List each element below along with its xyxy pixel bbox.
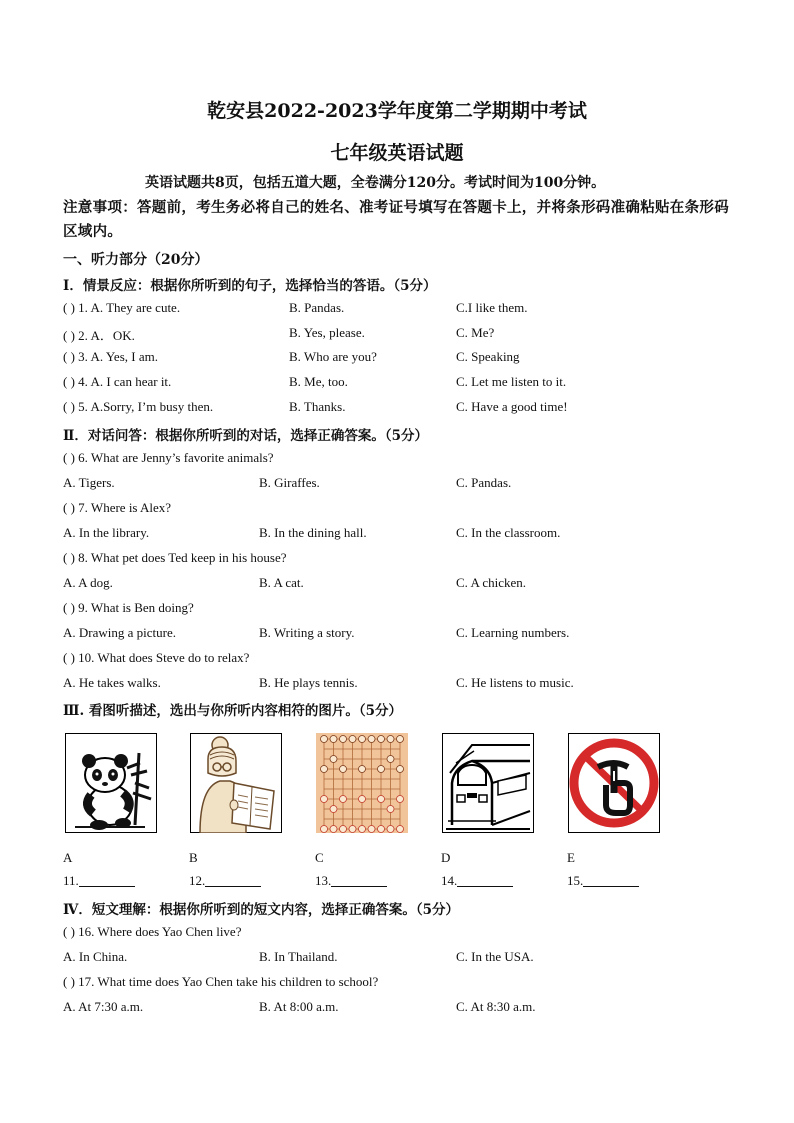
question-stem-row — [63, 974, 743, 994]
option-b: B. A cat. — [259, 575, 304, 590]
answer-blank[interactable] — [63, 873, 135, 889]
question-stem-row — [63, 550, 743, 570]
option-a: A. In China. — [63, 949, 128, 964]
answer-number: 13. — [315, 873, 332, 888]
chinese-chess-icon — [316, 733, 408, 833]
option-a: A. A dog. — [63, 575, 113, 590]
question-stem-row — [63, 650, 743, 670]
option-b: B. Thanks. — [289, 399, 346, 414]
option-c: C. At 8:30 a.m. — [456, 999, 536, 1014]
question-stem: ( ) 5. A.Sorry, I’m busy then. — [63, 399, 214, 414]
option-b: B. Yes, please. — [289, 325, 365, 340]
exam-subtitle: 七年级英语试题 — [330, 142, 464, 164]
answer-blank[interactable] — [315, 873, 387, 889]
option-a: A. He takes walks. — [63, 675, 161, 690]
blank-line — [205, 874, 261, 887]
option-b: B. In the dining hall. — [259, 525, 367, 540]
answer-blank[interactable] — [441, 873, 513, 889]
question-row — [63, 325, 743, 345]
picture-label: E — [567, 850, 575, 865]
option-a: A. In the library. — [63, 525, 150, 540]
option-c: C. In the USA. — [456, 949, 534, 964]
question-row — [63, 399, 743, 419]
option-a: A. Tigers. — [63, 475, 115, 490]
option-b: B. He plays tennis. — [259, 675, 358, 690]
question-stem-row — [63, 500, 743, 520]
option-c: C. In the classroom. — [456, 525, 561, 540]
exam-notice: 注意事项：答题前，考生务必将自己的姓名、准考证号填写在答题卡上，并将条形码准确粘贴在条形码区域内。 — [63, 199, 729, 240]
section2-heading: Ⅱ．对话问答：根据你所听到的对话，选择正确答案。（5分） — [63, 428, 429, 444]
picture-a — [65, 733, 157, 833]
answer-blank[interactable] — [567, 873, 639, 889]
question-stem: ( ) 1. A. They are cute. — [63, 300, 181, 315]
option-b: B. Pandas. — [289, 300, 345, 315]
picture-d — [442, 733, 534, 833]
question-stem-row — [63, 450, 743, 470]
question-stem: ( ) 9. What is Ben doing? — [63, 600, 194, 615]
no-noise-sign-icon — [568, 733, 660, 833]
option-c: C. Learning numbers. — [456, 625, 570, 640]
option-c: C. A chicken. — [456, 575, 527, 590]
options-row — [63, 525, 743, 545]
option-c: C. Pandas. — [456, 475, 512, 490]
option-c: C.I like them. — [456, 300, 528, 315]
option-c: C. He listens to music. — [456, 675, 574, 690]
answer-number: 12. — [189, 873, 206, 888]
option-b: B. In Thailand. — [259, 949, 338, 964]
part1-heading: 一、听力部分（20分） — [63, 252, 209, 268]
train-icon — [442, 733, 534, 833]
question-stem-row — [63, 600, 743, 620]
options-row — [63, 675, 743, 695]
answer-number: 11. — [63, 873, 79, 888]
question-stem: ( ) 6. What are Jenny’s favorite animals? — [63, 450, 274, 465]
picture-label: B — [189, 850, 198, 865]
picture-label: A — [63, 850, 73, 865]
blank-line — [583, 874, 639, 887]
option-c: C. Have a good time! — [456, 399, 568, 414]
picture-label: C — [315, 850, 324, 865]
question-row — [63, 349, 743, 369]
question-stem: ( ) 3. A. Yes, I am. — [63, 349, 158, 364]
picture-e — [568, 733, 660, 833]
question-row — [63, 374, 743, 394]
options-row — [63, 475, 743, 495]
answer-number: 14. — [441, 873, 458, 888]
exam-intro: 英语试题共8页，包括五道大题，全卷满分120分。考试时间为100分钟。 — [145, 175, 606, 191]
answer-blank[interactable] — [189, 873, 261, 889]
panda-icon — [65, 733, 157, 833]
options-row — [63, 575, 743, 595]
question-stem: ( ) 8. What pet does Ted keep in his house? — [63, 550, 287, 565]
exam-title: 乾安县2022-2023学年度第二学期期中考试 — [207, 100, 587, 122]
option-c: C. Let me listen to it. — [456, 374, 567, 389]
question-stem: ( ) 10. What does Steve do to relax? — [63, 650, 250, 665]
options-row — [63, 949, 743, 969]
options-row — [63, 999, 743, 1019]
question-stem-row — [63, 924, 743, 944]
option-b: B. Me, too. — [289, 374, 348, 389]
options-row — [63, 625, 743, 645]
picture-b — [190, 733, 282, 833]
question-row — [63, 300, 743, 320]
section4-heading: Ⅳ．短文理解：根据你所听到的短文内容，选择正确答案。（5分） — [63, 902, 459, 918]
question-stem: ( ) 4. A. I can hear it. — [63, 374, 172, 389]
blank-line — [331, 874, 387, 887]
question-stem: ( ) 7. Where is Alex? — [63, 500, 172, 515]
reading-grandma-icon — [190, 733, 282, 833]
option-c: C. Me? — [456, 325, 495, 340]
blank-line — [79, 874, 135, 887]
picture-c — [316, 733, 408, 833]
answer-number: 15. — [567, 873, 584, 888]
option-b: B. Writing a story. — [259, 625, 355, 640]
picture-label: D — [441, 850, 451, 865]
option-b: B. Who are you? — [289, 349, 377, 364]
section1-heading: Ⅰ．情景反应：根据你所听到的句子，选择恰当的答语。（5分） — [63, 278, 437, 294]
option-b: B. At 8:00 a.m. — [259, 999, 339, 1014]
question-stem: ( ) 16. Where does Yao Chen live? — [63, 924, 242, 939]
question-stem: ( ) 17. What time does Yao Chen take his children to school? — [63, 974, 379, 989]
question-stem: ( ) 2. A．OK. — [63, 328, 135, 343]
option-a: A. At 7:30 a.m. — [63, 999, 144, 1014]
blank-line — [457, 874, 513, 887]
section3-heading: Ⅲ. 看图听描述，选出与你所听内容相符的图片。（5分） — [63, 703, 402, 719]
option-b: B. Giraffes. — [259, 475, 320, 490]
option-c: C. Speaking — [456, 349, 520, 364]
option-a: A. Drawing a picture. — [63, 625, 176, 640]
